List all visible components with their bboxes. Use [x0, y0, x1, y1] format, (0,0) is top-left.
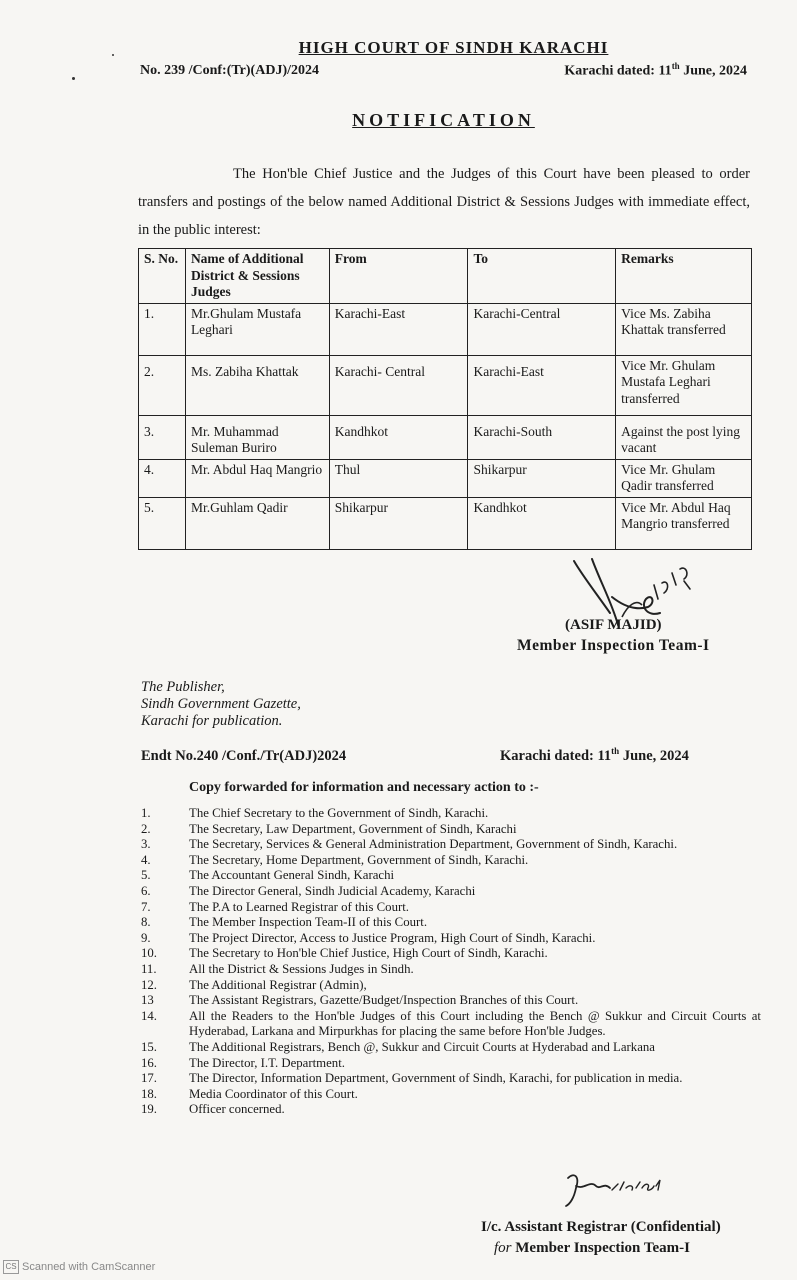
header-sno: S. No. — [139, 249, 186, 304]
header-remarks: Remarks — [616, 249, 752, 304]
cell-remarks: Vice Mr. Abdul Haq Mangrio transferred — [616, 497, 752, 549]
cell-remarks: Vice Ms. Zabiha Khattak transferred — [616, 303, 752, 355]
list-item: 3. The Secretary, Services & General Administration Department, Government of Sindh, Karachi. — [141, 837, 678, 852]
list-item: 19. Officer concerned. — [141, 1102, 285, 1117]
cell-remarks: Against the post lying vacant — [616, 415, 752, 459]
cell-to: Karachi-South — [468, 415, 616, 459]
handwritten-signature — [562, 1168, 672, 1208]
cell-sno: 5. — [139, 497, 186, 549]
assistant-registrar-title: I/c. Assistant Registrar (Confidential) — [481, 1219, 721, 1235]
table-row — [139, 303, 752, 355]
list-item: 6. The Director General, Sindh Judicial Academy, Karachi — [141, 883, 476, 898]
cell-from: Karachi- Central — [329, 355, 468, 415]
endorsement-ref-no: Endt No.240 /Conf./Tr(ADJ)2024 — [141, 748, 347, 764]
list-item: 5. The Accountant General Sindh, Karachi — [141, 868, 395, 883]
list-item: 14. All the Readers to the Hon'ble Judges of this Court including the Bench @ Sukkur and Circuit Courts at Hyderabad, Larkana and Mirpurkhas for placing the same before Hon'ble Judges. — [141, 1008, 761, 1039]
court-title: HIGH COURT OF SINDH KARACHI — [298, 38, 609, 57]
table-row — [139, 415, 752, 459]
cell-to: Shikarpur — [468, 459, 616, 497]
table-header-row — [139, 249, 752, 304]
endorsement-date: Karachi dated: 11th June, 2024 — [500, 746, 689, 764]
cell-from: Thul — [329, 459, 468, 497]
list-item: 2. The Secretary, Law Department, Government of Sindh, Karachi — [141, 821, 517, 836]
cell-to: Karachi-East — [468, 355, 616, 415]
cell-to: Karachi-Central — [468, 303, 616, 355]
cell-remarks: Vice Mr. Ghulam Qadir transferred — [616, 459, 752, 497]
cell-from: Kandhkot — [329, 415, 468, 459]
transfer-table — [138, 248, 752, 550]
copy-forwarded-text: Copy forwarded for information and necessary action to :- — [189, 780, 539, 795]
list-item: 13 The Assistant Registrars, Gazette/Budget/Inspection Branches of this Court. — [141, 993, 579, 1008]
document-title: NOTIFICATION — [352, 110, 535, 130]
distribution-list — [141, 806, 761, 1118]
publisher-address — [141, 679, 301, 730]
list-item: 15. The Additional Registrars, Bench @, Sukkur and Circuit Courts at Hyderabad and Larkana — [141, 1039, 655, 1054]
list-item: 17. The Director, Information Department, Government of Sindh, Karachi, for publication in media. — [141, 1071, 683, 1086]
header-name: Name of Additional District & Sessions Judges — [185, 249, 329, 304]
cell-name: Mr. Muhammad Suleman Buriro — [185, 415, 329, 459]
table-row — [139, 497, 752, 549]
cell-to: Kandhkot — [468, 497, 616, 549]
list-item: 12. The Additional Registrar (Admin), — [141, 977, 367, 992]
table-row — [139, 355, 752, 415]
publisher-line: Karachi for publication. — [141, 713, 283, 729]
camscanner-logo: CS — [3, 1260, 19, 1274]
list-item: 11. All the District & Sessions Judges in Sindh. — [141, 961, 414, 976]
header-from: From — [329, 249, 468, 304]
scan-speck — [72, 77, 75, 80]
list-item: 4. The Secretary, Home Department, Government of Sindh, Karachi. — [141, 852, 529, 867]
notification-ref-no: No. 239 /Conf:(Tr)(ADJ)/2024 — [140, 63, 319, 78]
notification-date: Karachi dated: 11th June, 2024 — [564, 61, 747, 79]
cell-name: Ms. Zabiha Khattak — [185, 355, 329, 415]
list-item: 8. The Member Inspection Team-II of this Court. — [141, 915, 428, 930]
signatory-name: (ASIF MAJID) — [565, 617, 662, 633]
publisher-line: The Publisher, — [141, 679, 225, 695]
cell-sno: 1. — [139, 303, 186, 355]
cell-sno: 3. — [139, 415, 186, 459]
publisher-line: Sindh Government Gazette, — [141, 696, 301, 712]
cell-sno: 2. — [139, 355, 186, 415]
list-item: 18. Media Coordinator of this Court. — [141, 1086, 358, 1101]
list-item: 1. The Chief Secretary to the Government of Sindh, Karachi. — [141, 806, 489, 820]
cell-sno: 4. — [139, 459, 186, 497]
cell-name: Mr.Ghulam Mustafa Leghari — [185, 303, 329, 355]
intro-paragraph: The Hon'ble Chief Justice and the Judges of this Court have been pleased to order transfers and postings of the below named Additional District & Sessions Judges with immediate effect, in the public interest: — [138, 166, 750, 238]
cell-name: Mr.Guhlam Qadir — [185, 497, 329, 549]
cell-name: Mr. Abdul Haq Mangrio — [185, 459, 329, 497]
cell-from: Shikarpur — [329, 497, 468, 549]
list-item: 16. The Director, I.T. Department. — [141, 1055, 345, 1070]
cell-remarks: Vice Mr. Ghulam Mustafa Leghari transferred — [616, 355, 752, 415]
list-item: 10. The Secretary to Hon'ble Chief Justice, High Court of Sindh, Karachi. — [141, 946, 548, 961]
assistant-registrar-for: for Member Inspection Team-I — [494, 1240, 690, 1256]
camscanner-watermark — [3, 1260, 155, 1274]
table-row — [139, 459, 752, 497]
signatory-designation: Member Inspection Team-I — [517, 637, 710, 654]
header-to: To — [468, 249, 616, 304]
list-item: 9. The Project Director, Access to Justice Program, High Court of Sindh, Karachi. — [141, 930, 596, 945]
list-item: 7. The P.A to Learned Registrar of this Court. — [141, 899, 409, 914]
cell-from: Karachi-East — [329, 303, 468, 355]
watermark-text: Scanned with CamScanner — [22, 1261, 156, 1273]
